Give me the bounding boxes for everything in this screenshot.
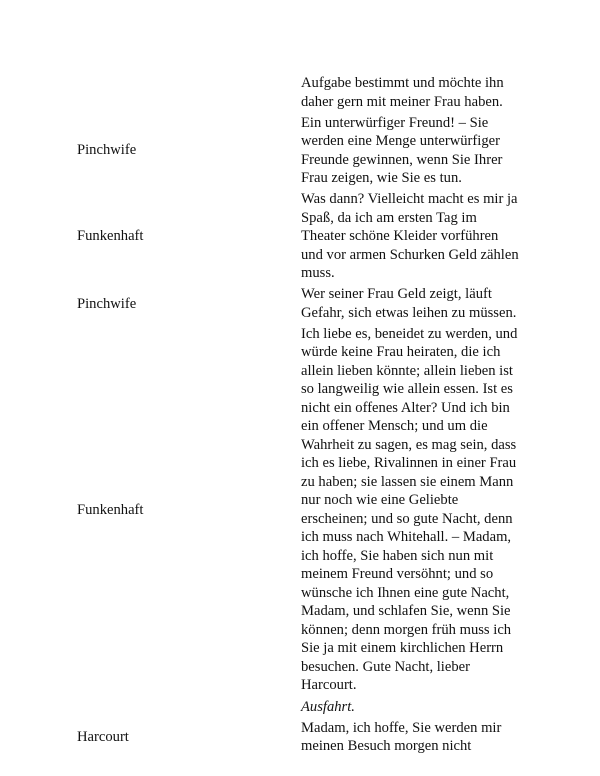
dialogue-row — [0, 114, 600, 188]
speech-line: daher gern mit meiner Frau haben. — [301, 93, 503, 110]
speech-line: ich muss nach Whitehall. – Madam, — [301, 529, 512, 546]
speech-line: Madam, und schlafen Sie, wenn Sie — [301, 603, 511, 620]
speech-line: zu haben; sie lassen sie einem Mann — [301, 473, 514, 490]
speech-line: allein lieben könnte; allein lieben ist — [301, 362, 513, 379]
speech-line: und vor armen Schurken Geld zählen — [301, 246, 519, 263]
speech-line: Frau zeigen, wie Sie es tun. — [301, 170, 462, 187]
speech-line: Sie ja mit einem kirchlichen Herrn — [301, 640, 504, 657]
speech-line: nicht ein offenes Alter? Und ich bin — [301, 399, 510, 416]
speech-line: werden eine Menge unterwürfiger — [301, 133, 500, 150]
dialogue-row — [0, 285, 600, 322]
speech-line: nur noch wie eine Geliebte — [301, 492, 459, 509]
speech-text — [301, 719, 541, 756]
speaker-name: Pinchwife — [77, 142, 137, 159]
speech-text — [301, 74, 541, 111]
speech-line: Ein unterwürfiger Freund! – Sie — [301, 114, 489, 131]
speech-line: meinem Freund versöhnt; und so — [301, 566, 494, 583]
dialogue-row — [0, 325, 600, 695]
speech-line: Was dann? Vielleicht macht es mir ja — [301, 191, 518, 208]
speech-line: Spaß, da ich am ersten Tag im — [301, 209, 477, 226]
speech-text — [301, 190, 541, 283]
speech-line: Theater schöne Kleider vorführen — [301, 228, 499, 245]
speech-line: Freunde gewinnen, wenn Sie Ihrer — [301, 151, 503, 168]
stage-direction — [301, 698, 541, 717]
speaker-name: Harcourt — [77, 728, 129, 745]
speaker-name: Funkenhaft — [77, 501, 144, 518]
speech-line: Wer seiner Frau Geld zeigt, läuft — [301, 286, 492, 303]
speech-text — [301, 325, 541, 695]
speech-line: ich es liebe, Rivalinnen in einer Frau — [301, 455, 517, 472]
dialogue-row — [0, 74, 600, 111]
speech-line: Ich liebe es, beneidet zu werden, und — [301, 325, 518, 342]
speech-line: meinen Besuch morgen nicht — [301, 738, 472, 755]
speech-line: ich hoffe, Sie haben sich nun mit — [301, 547, 494, 564]
speech-line: würde keine Frau heiraten, die ich — [301, 344, 501, 361]
dialogue-row — [0, 190, 600, 283]
dialogue-row — [0, 698, 600, 717]
speech-line: Ausfahrt. — [301, 698, 355, 715]
speech-line: ein offener Mensch; und um die — [301, 418, 488, 435]
speech-line: Harcourt. — [301, 677, 357, 694]
speech-line: können; denn morgen früh muss ich — [301, 621, 512, 638]
speaker-name: Pinchwife — [77, 295, 137, 312]
speech-line: wünsche ich Ihnen eine gute Nacht, — [301, 584, 510, 601]
speech-text — [301, 114, 541, 188]
speech-line: so langweilig wie allein essen. Ist es — [301, 381, 513, 398]
dialogue-row — [0, 719, 600, 756]
speech-text — [301, 285, 541, 322]
speaker-name: Funkenhaft — [77, 228, 144, 245]
speech-line: erscheinen; und so gute Nacht, denn — [301, 510, 513, 527]
speech-line: Aufgabe bestimmt und möchte ihn — [301, 75, 504, 91]
speech-line: Wahrheit zu sagen, es mag sein, dass — [301, 436, 517, 453]
speech-line: Gefahr, sich etwas leihen zu müssen. — [301, 304, 517, 321]
speech-line: muss. — [301, 265, 335, 282]
speech-line: besuchen. Gute Nacht, lieber — [301, 658, 470, 675]
speech-line: Madam, ich hoffe, Sie werden mir — [301, 719, 502, 736]
